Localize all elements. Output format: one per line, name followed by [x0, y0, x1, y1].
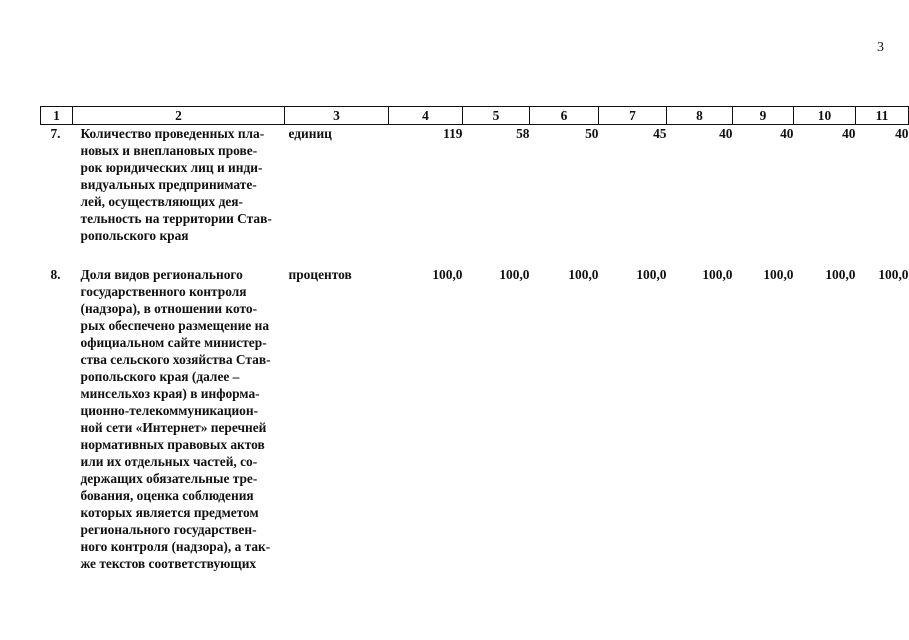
- value-cell: 58: [516, 126, 530, 141]
- column-header: 6: [530, 107, 599, 125]
- description-line: тельность на территории Став-: [80, 211, 272, 226]
- description-line: официальном сайте министер-: [80, 335, 267, 350]
- description-line: новых и внеплановых прове-: [80, 143, 258, 158]
- description-line: Количество проведенных пла-: [80, 126, 265, 141]
- description-line: (надзора), в отношении кото-: [80, 301, 258, 316]
- value-cell: 45: [653, 126, 667, 141]
- description-line: ного контроля (надзора), а так-: [80, 539, 271, 554]
- value-cell: 40: [780, 126, 794, 141]
- table-header-row: [41, 107, 909, 125]
- column-header: 9: [733, 107, 794, 125]
- description-line: Доля видов регионального: [80, 267, 243, 282]
- row-description: [73, 125, 285, 267]
- description-line: же текстов соответствующих: [80, 556, 257, 571]
- row-number: 8.: [50, 267, 61, 282]
- value-cell: 40: [842, 126, 856, 141]
- description-line: которых является предметом: [80, 505, 259, 520]
- value-cell: 40: [895, 126, 909, 141]
- description-line: ропольского края (далее –: [80, 369, 240, 384]
- column-header: 11: [856, 107, 909, 125]
- value-cell: 50: [585, 126, 599, 141]
- row-description: [73, 266, 285, 572]
- indicators-table: [40, 106, 909, 572]
- value-cell: 100,0: [702, 267, 733, 282]
- description-line: ционно-телекоммуникацион-: [80, 403, 259, 418]
- description-line: минсельхоз края) в информа-: [80, 386, 260, 401]
- value-cell: 119: [443, 126, 463, 141]
- value-cell: 100,0: [763, 267, 794, 282]
- description-line: или их отдельных частей, со-: [80, 454, 258, 469]
- description-line: лей, осуществляющих дея-: [80, 194, 243, 209]
- value-cell: 100,0: [568, 267, 599, 282]
- column-header: 7: [599, 107, 667, 125]
- value-cell: 100,0: [636, 267, 667, 282]
- description-line: регионального государствен-: [80, 522, 257, 537]
- description-line: ропольского края: [80, 228, 189, 243]
- column-header: 2: [73, 107, 285, 125]
- row-number: 7.: [50, 126, 61, 141]
- value-cell: 100,0: [432, 267, 463, 282]
- column-header: 4: [389, 107, 463, 125]
- description-line: государственного контроля: [80, 284, 247, 299]
- description-line: ства сельского хозяйства Став-: [80, 352, 271, 367]
- column-header: 10: [794, 107, 856, 125]
- value-cell: 100,0: [878, 267, 909, 282]
- description-line: держащих обязательные тре-: [80, 471, 258, 486]
- description-line: ной сети «Интернет» перечней: [80, 420, 267, 435]
- value-cell: 40: [719, 126, 733, 141]
- table-row: [41, 266, 909, 572]
- column-header: 8: [667, 107, 733, 125]
- description-line: бования, оценка соблюдения: [80, 488, 254, 503]
- value-cell: 100,0: [825, 267, 856, 282]
- column-header: 5: [463, 107, 530, 125]
- table-row: [41, 125, 909, 267]
- page-number: 3: [877, 40, 884, 55]
- description-line: нормативных правовых актов: [80, 437, 265, 452]
- row-unit: единиц: [288, 126, 332, 141]
- description-line: рых обеспечено размещение на: [80, 318, 270, 333]
- description-line: рок юридических лиц и инди-: [80, 160, 263, 175]
- value-cell: 100,0: [499, 267, 530, 282]
- column-header: 3: [285, 107, 389, 125]
- column-header: 1: [41, 107, 73, 125]
- row-unit: процентов: [288, 267, 352, 282]
- description-line: видуальных предпринимате-: [80, 177, 257, 192]
